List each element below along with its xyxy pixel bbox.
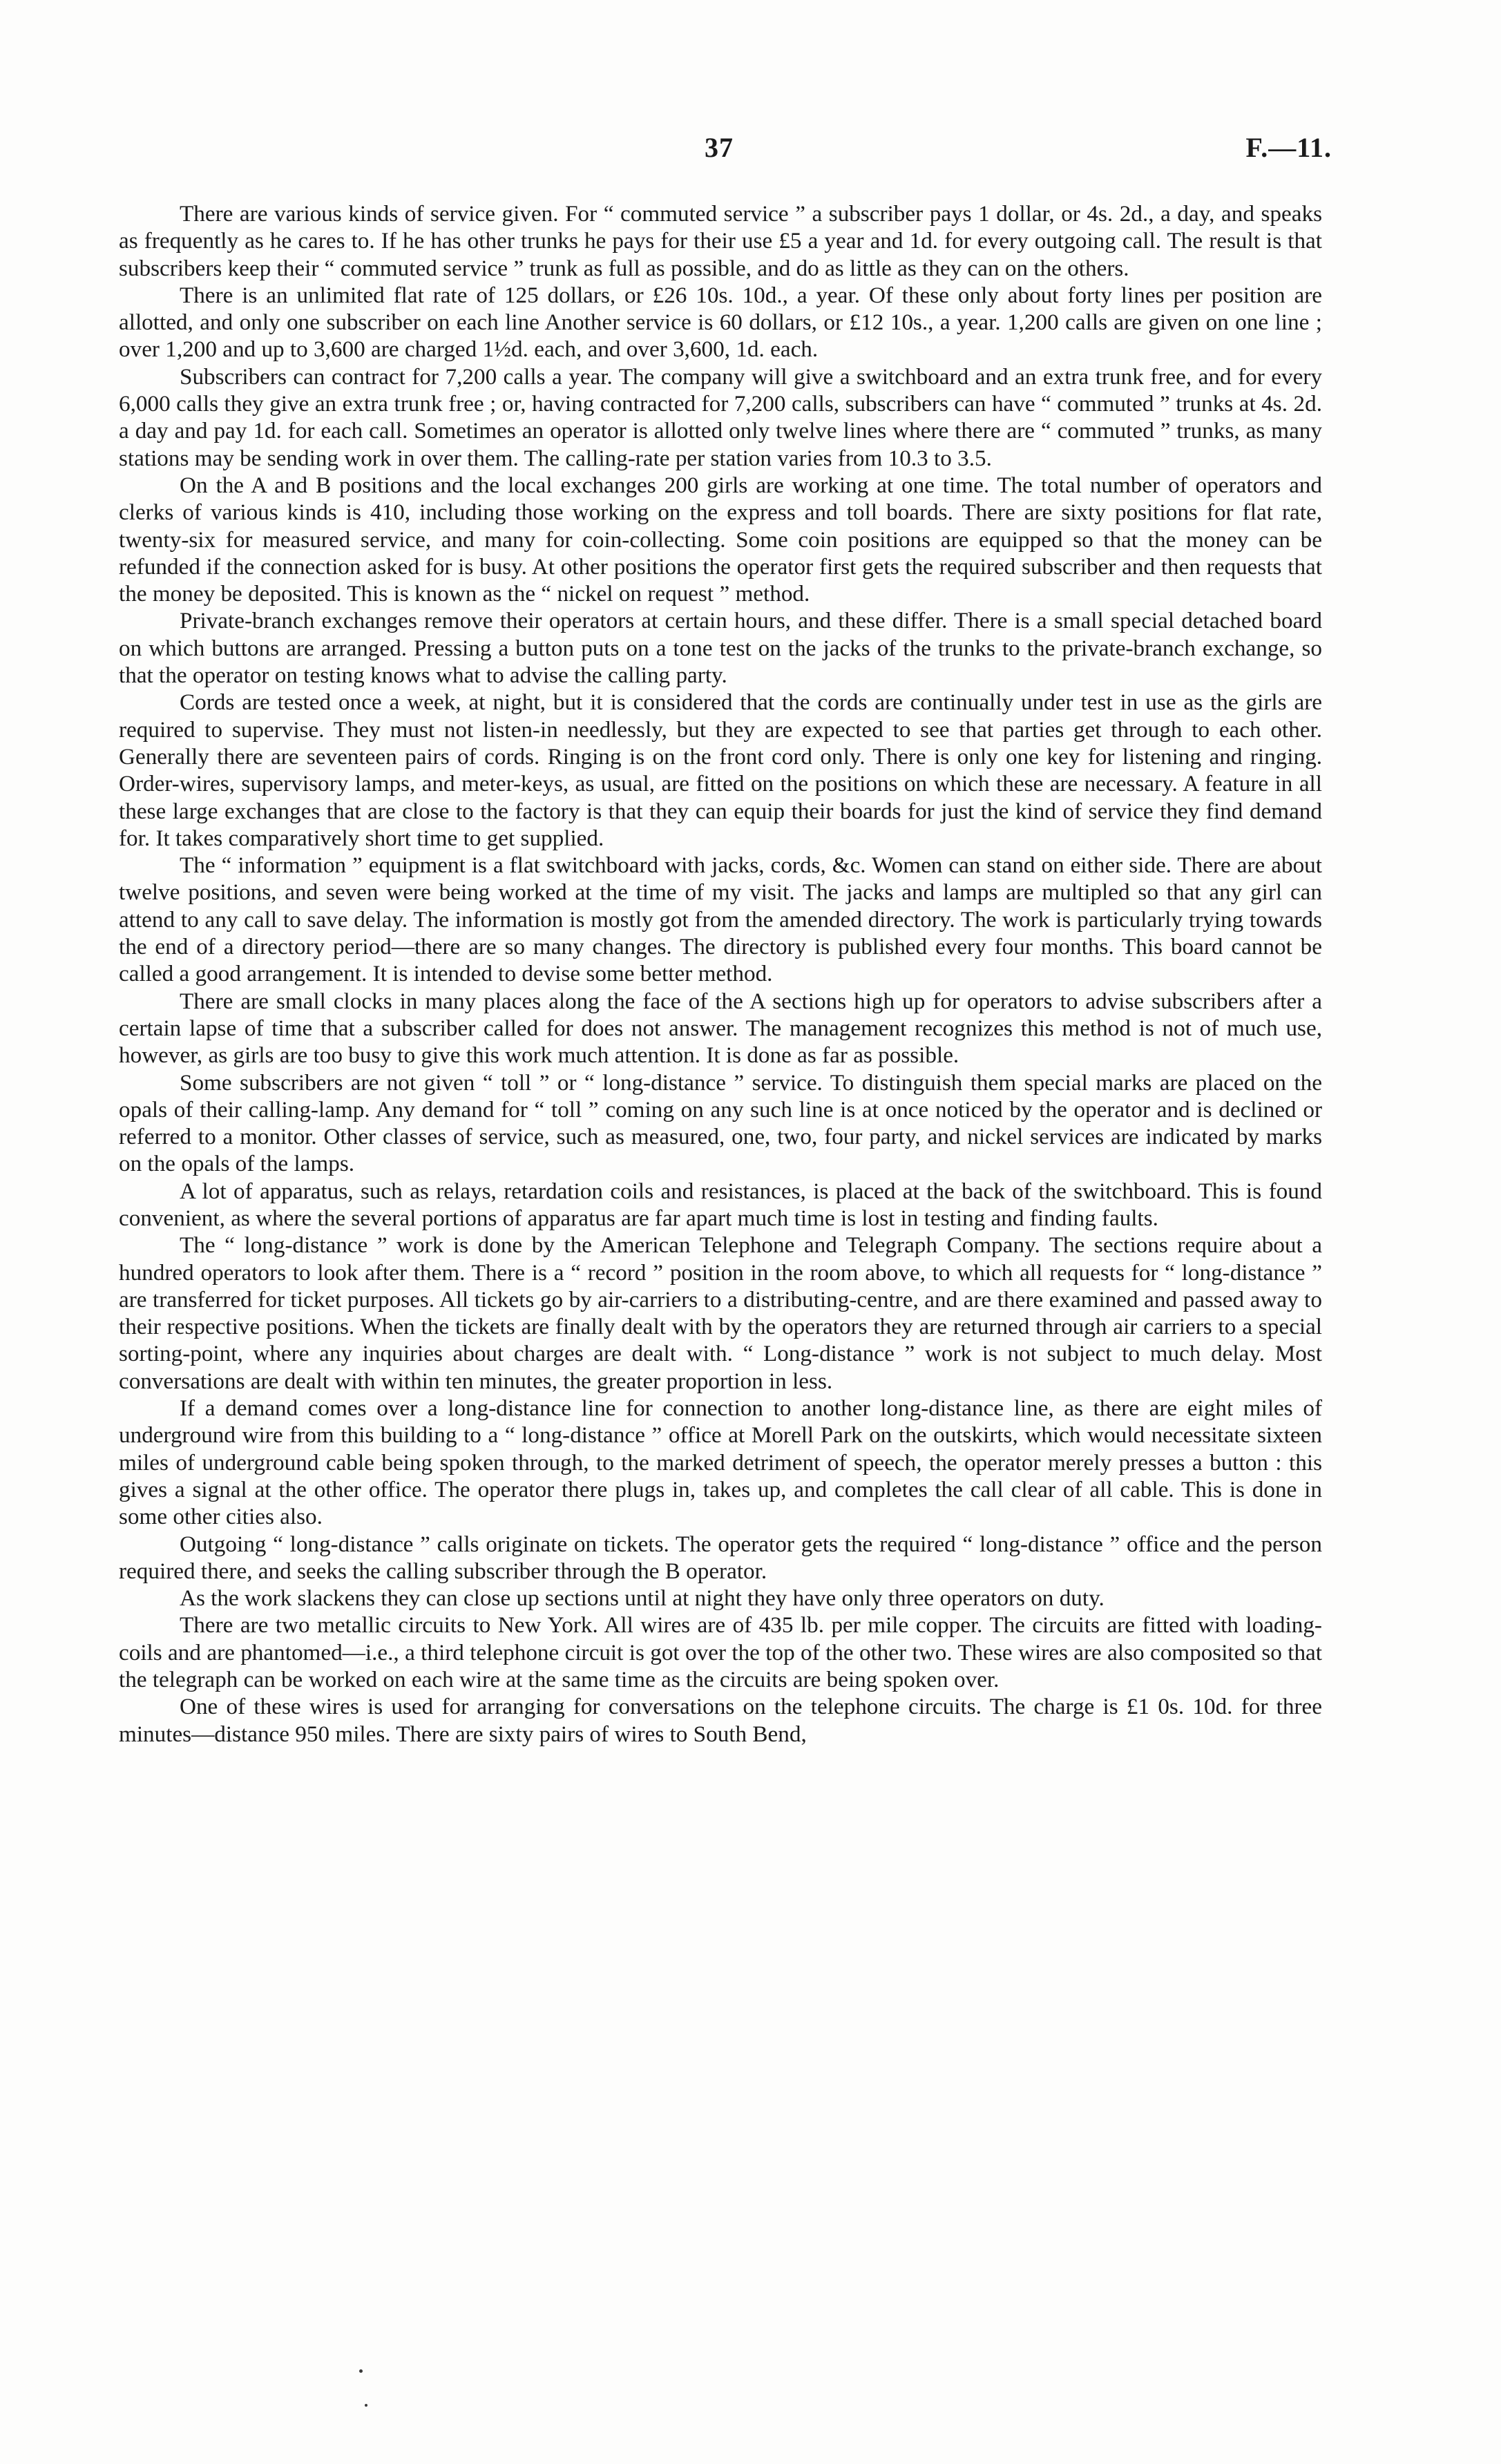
paragraph-long-distance-connection: If a demand comes over a long-distance line for connection to another long-distance line, as there are eight miles of underground wire from this building to a “ long-distance ” office at Morell Park on the outskirts, which would necessitate sixteen miles of underground cable being spoken through, to the marked detriment of speech, the operator merely presses a button : this gives a signal at the other office. The operator there plugs in, takes up, and completes the call clear of all cable. This is done in some other cities also.: [119, 1395, 1322, 1530]
paragraph-flat-rate: There is an unlimited flat rate of 125 dollars, or £26 10s. 10d., a year. Of these only about forty lines per position are allotted, and only one subscriber on each line Another service is 60 dollars, or £12 10s., a year. 1,200 calls are given on one line ; over 1,200 and up to 3,600 are charged 1½d. each, and over 3,600, 1d. each.: [119, 282, 1322, 363]
paragraph-clocks: There are small clocks in many places along the face of the A sections high up for operators to advise subscribers after a certain lapse of time that a subscriber called for does not answer. The management recognizes this method is not of much use, however, as girls are too busy to give this work much attention. It is done as far as possible.: [119, 988, 1322, 1069]
paragraph-apparatus: A lot of apparatus, such as relays, retardation coils and resistances, is placed at the back of the switchboard. This is found convenient, as where the several portions of apparatus are far apart much time is lost in testing and finding faults.: [119, 1178, 1322, 1231]
page-number: 37: [705, 132, 734, 163]
paragraph-cord-testing: Cords are tested once a week, at night, but it is considered that the cords are continually under test in use as the girls are required to supervise. They must not listen-in needlessly, but they are expected to see that parties get through to each other. Generally there are seventeen pairs of cords. Ringing is on the front cord only. There is only one key for listening and ringing. Order-wires, supervisory lamps, and meter-keys, as usual, are fitted on the positions on which these are necessary. A feature in all these large exchanges that are close to the factory is that they can equip their boards for just the kind of service they find demand for. It takes comparatively short time to get supplied.: [119, 689, 1322, 851]
paragraph-private-branch: Private-branch exchanges remove their operators at certain hours, and these differ. There is a small special detached board on which buttons are arranged. Pressing a button puts on a tone test on the jacks of the trunks to the private-branch exchange, so that the operator on testing knows what to advise the calling party.: [119, 608, 1322, 689]
paragraph-call-contracts: Subscribers can contract for 7,200 calls a year. The company will give a switchboard and an extra trunk free, and for every 6,000 calls they give an extra trunk free ; or, having contracted for 7,200 calls, subscribers can have “ commuted ” trunks at 4s. 2d. a day and pay 1d. for each call. Sometimes an operator is allotted only twelve lines where there are “ commuted ” trunks, as many stations may be sending work in over them. The calling-rate per station varies from 10.3 to 3.5.: [119, 363, 1322, 471]
paragraph-information-equipment: The “ information ” equipment is a flat switchboard with jacks, cords, &c. Women can stand on either side. There are about twelve positions, and seven were being worked at the time of my visit. The jacks and lamps are multipled so that any girl can attend to any call to save delay. The information is mostly got from the amended directory. The work is particularly trying towards the end of a directory period—there are so many changes. The directory is published every four months. This board cannot be called a good arrangement. It is intended to devise some better method.: [119, 852, 1322, 987]
paragraph-charges: One of these wires is used for arranging for conversations on the telephone circuits. The charge is £1 0s. 10d. for three minutes—distance 950 miles. There are sixty pairs of wires to South Bend,: [119, 1694, 1322, 1747]
paragraph-long-distance-work: The “ long-distance ” work is done by the American Telephone and Telegraph Company. The sections require about a hundred operators to look after them. There is a “ record ” position in the room above, to which all requests for “ long-distance ” are transferred for ticket purposes. All tickets go by air-carriers to a distributing-centre, and are there examined and passed away to their respective positions. When the tickets are finally dealt with by the operators they are returned through air carriers to a special sorting-point, where any inquiries about charges are dealt with. “ Long-distance ” work is not subject to much delay. Most conversations are dealt with within ten minutes, the greater proportion in less.: [119, 1232, 1322, 1394]
scan-speck: [365, 2404, 367, 2407]
paragraph-night-duty: As the work slackens they can close up sections until at night they have only three operators on duty.: [180, 1585, 1105, 1612]
paragraph-operator-positions: On the A and B positions and the local exchanges 200 girls are working at one time. The total number of operators and clerks of various kinds is 410, including those working on the express and toll boards. There are sixty positions for flat rate, twenty-six for measured service, and many for coin-collecting. Some coin positions are equipped so that the money can be refunded if the connection asked for is busy. At other positions the operator first gets the required subscriber and then requests that the money be deposited. This is known as the “ nickel on request ” method.: [119, 472, 1322, 607]
paragraph-toll-marks: Some subscribers are not given “ toll ” or “ long-distance ” service. To distinguish them special marks are placed on the opals of their calling-lamp. Any demand for “ toll ” coming on any such line is at once noticed by the operator and is declined or referred to a monitor. Other classes of service, such as measured, one, two, four party, and nickel services are indicated by marks on the opals of the lamps.: [119, 1069, 1322, 1177]
paragraph-metallic-circuits: There are two metallic circuits to New York. All wires are of 435 lb. per mile copper. The circuits are fitted with loading-coils and are phantomed—i.e., a third telephone circuit is got over the top of the other two. These wires are also composited so that the telegraph can be worked on each wire at the same time as the circuits are being spoken over.: [119, 1612, 1322, 1693]
scan-speck: [359, 2369, 363, 2373]
paragraph-outgoing-calls: Outgoing “ long-distance ” calls originate on tickets. The operator gets the required “ long-distance ” office and the person required there, and seeks the calling subscriber through the B operator.: [119, 1531, 1322, 1584]
document-reference: F.—11.: [1245, 132, 1332, 163]
body-text: [119, 200, 1322, 1748]
page-header: [117, 131, 1332, 173]
paragraph-commuted-service: There are various kinds of service given. For “ commuted service ” a subscriber pays 1 dollar, or 4s. 2d., a day, and speaks as frequently as he cares to. If he has other trunks he pays for their use £5 a year and 1d. for every outgoing call. The result is that subscribers keep their “ commuted service ” trunk as full as possible, and do as little as they can on the others.: [119, 201, 1322, 281]
